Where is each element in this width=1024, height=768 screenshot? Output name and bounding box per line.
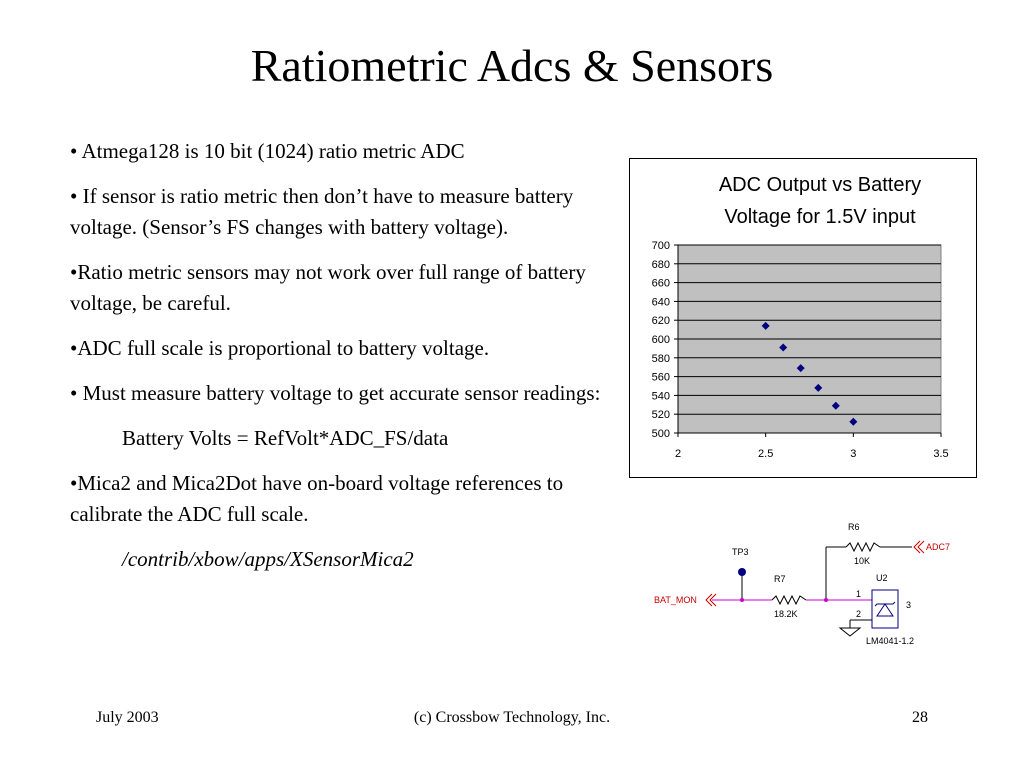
chart-title-line1: ADC Output vs Battery [718,174,922,196]
bullet-range-warning: •Ratio metric sensors may not work over full range of battery voltage, be careful. [70,260,586,315]
label-adc7: ADC7 [926,542,951,552]
slide-title: Ratiometric Adcs & Sensors [250,40,774,91]
bullet-measure-battery: • Must measure battery voltage to get accurate sensor readings: [70,381,601,405]
label-u2-part: LM4041-1.2 [866,636,915,646]
bullet-list [70,136,610,589]
label-pin2: 2 [856,609,862,619]
label-tp3: TP3 [732,547,749,557]
label-r6-value: 10K [854,556,871,566]
label-pin1: 1 [856,589,862,599]
source-path: /contrib/xbow/apps/XSensorMica2 [122,547,414,571]
x-tick-label: 2 [674,448,682,460]
y-tick-label: 540 [651,390,670,403]
battery-volts-formula: Battery Volts = RefVolt*ADC_FS/data [122,426,449,450]
x-tick-label: 3 [850,448,857,460]
y-tick-label: 680 [651,258,670,271]
footer-page-number: 28 [912,709,928,726]
zener-diode-icon [877,604,893,616]
label-bat-mon: BAT_MON [654,595,697,605]
junction-r6 [824,598,828,602]
battery-monitor-schematic [640,520,960,660]
label-pin3: 3 [906,600,912,610]
y-tick-label: 580 [651,352,670,365]
x-tick-label: 2.5 [758,448,774,460]
y-tick-label: 640 [651,296,670,309]
label-u2: U2 [876,573,888,583]
footer-date: July 2003 [96,709,159,726]
adc-chart [629,158,977,478]
bullet-ratiometric-sensor: • If sensor is ratio metric then don’t have to measure battery voltage. (Sensor’s FS changes with battery voltage). [70,184,574,239]
x-tick-label: 3.5 [933,448,949,460]
chart-title-line2: Voltage for 1.5V input [724,206,916,228]
label-r6: R6 [848,522,860,532]
junction-tp3 [740,598,744,602]
resistor-r7 [772,596,806,604]
y-tick-label: 700 [651,240,670,252]
footer-copyright: (c) Crossbow Technology, Inc. [413,709,611,726]
adc7-connector-icon [914,541,920,553]
bullet-voltage-references: •Mica2 and Mica2Dot have on-board voltage references to calibrate the ADC full scale. [70,471,564,526]
y-tick-label: 600 [651,334,670,346]
y-tick-label: 560 [651,371,670,384]
chart-plot [630,159,976,477]
zener-bar [875,602,895,606]
y-tick-label: 500 [651,428,670,440]
bullet-full-scale: •ADC full scale is proportional to battery voltage. [70,336,490,360]
label-r7-value: 18.2K [774,609,798,619]
resistor-r6 [846,543,880,551]
y-tick-label: 520 [651,409,670,422]
bat-mon-connector-icon [706,594,712,606]
test-point-tp3 [738,568,746,576]
y-tick-label: 660 [651,277,670,290]
y-tick-label: 620 [651,315,670,328]
label-r7: R7 [774,574,786,584]
ground-icon [840,628,860,636]
bullet-adc-resolution: • Atmega128 is 10 bit (1024) ratio metric ADC [70,139,465,163]
u2-package [872,590,898,628]
